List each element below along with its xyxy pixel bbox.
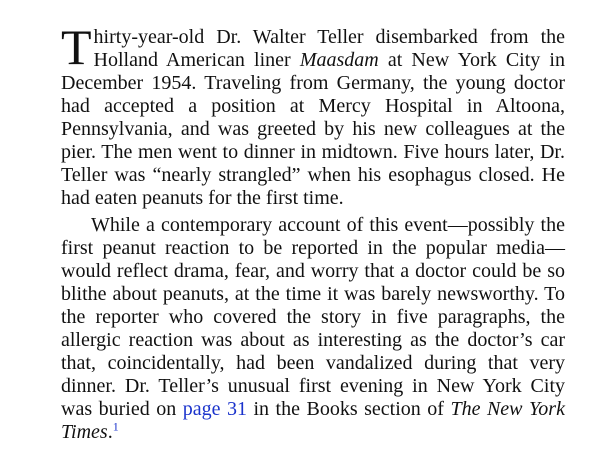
drop-cap: T	[61, 19, 92, 75]
paragraph-2-text-a: While a contemporary account of this event—possibly the first peanut reaction to be reported in the popular media—would reflect drama, fear, and worry that a doctor could be so blithe about peanuts, at the time it was barely newsworthy. To the reporter who covered the story in five paragraphs, the allergic reaction was about as interesting as the doctor’s car that, coincidentally, had been vandalized during that very dinner. Dr. Teller’s unusual first evening in New York City was buried on	[61, 214, 565, 420]
ship-name: Maasdam	[299, 49, 379, 71]
book-page	[61, 16, 565, 444]
footnote-1-link[interactable]: 1	[112, 419, 119, 434]
paragraph-1-text-b: at New York City in December 1954. Traveling from Germany, the young doctor had accepted a position at Mercy Hospital in Altoona, Pennsylvania, and was greeted by his new colleagues at the pier. The men went to dinner in midtown. Five hours later, Dr. Teller was “nearly strangled” when his esophagus closed. He had eaten peanuts for the first time.	[61, 49, 565, 209]
page-31-link[interactable]: page 31	[182, 398, 247, 420]
newspaper-title: The New York Times	[61, 398, 565, 443]
paragraph-1	[61, 19, 565, 210]
paragraph-1-text-a: hirty-year-old Dr. Walter Teller disembarked from the Holland American liner	[93, 26, 565, 71]
paragraph-2-text-b: in the Books section of	[246, 398, 451, 420]
paragraph-2	[61, 214, 565, 444]
paragraph-2-text-c: .	[107, 421, 113, 443]
